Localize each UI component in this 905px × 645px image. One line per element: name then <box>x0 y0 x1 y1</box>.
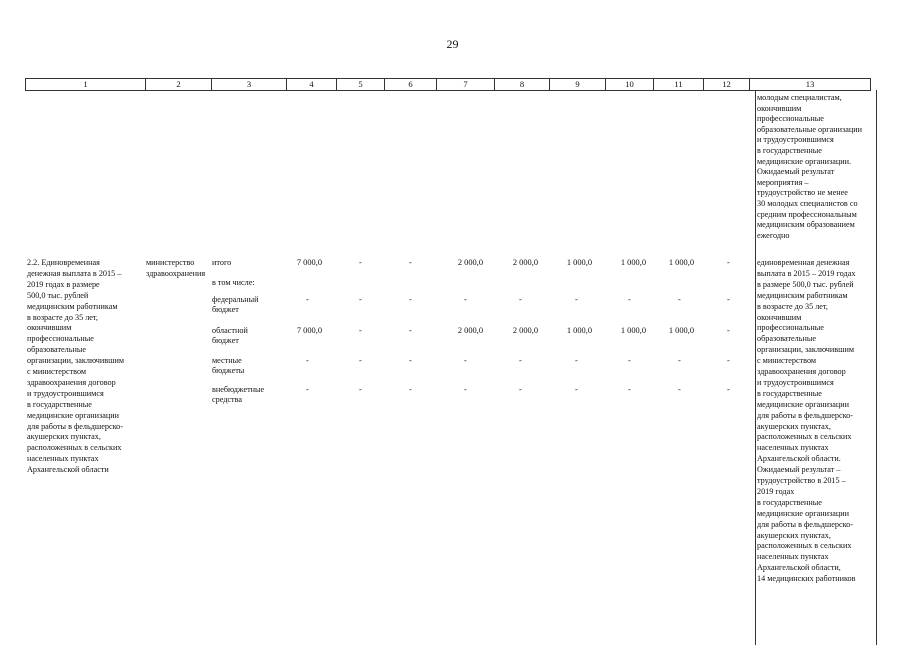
text-line: населенных пунктах <box>757 552 829 562</box>
funding-value: - <box>575 295 578 304</box>
text-line: расположенных в сельских <box>757 432 852 442</box>
header-col-12: 12 <box>704 79 750 91</box>
text-line: расположенных в сельских <box>757 541 852 551</box>
funding-value: - <box>678 356 681 365</box>
funding-value: - <box>519 385 522 394</box>
text-line: акушерских пунктах, <box>757 530 831 540</box>
text-line: организации, заключившим <box>27 356 125 366</box>
text-line: образовательные <box>757 334 816 344</box>
text-line: медицинским работникам <box>757 290 848 300</box>
text-line: профессиональные <box>757 323 824 333</box>
funding-source-label: бюджет <box>212 336 239 346</box>
header-col-2: 2 <box>146 79 212 91</box>
text-line: для работы в фельдшерско- <box>27 421 123 431</box>
page-number: 29 <box>446 37 459 51</box>
funding-value: - <box>727 356 730 365</box>
funding-source-label: итого <box>212 258 232 267</box>
funding-value: - <box>727 295 730 304</box>
funding-value: - <box>306 356 309 365</box>
text-line: образовательные организации <box>757 124 862 134</box>
funding-value: - <box>678 295 681 304</box>
text-line: здравоохранения договор <box>757 367 846 376</box>
column-header-table <box>25 78 871 91</box>
text-line: и трудоустроившимся <box>27 388 104 398</box>
header-col-13: 13 <box>750 79 871 91</box>
funding-value: - <box>306 385 309 394</box>
text-line: образовательные <box>27 345 86 355</box>
funding-value: 2 000,0 <box>457 258 483 267</box>
text-line: здравоохранения договор <box>27 377 116 387</box>
text-line: расположенных в сельских <box>27 443 122 453</box>
text-line: в размере 500,0 тыс. рублей <box>757 279 854 289</box>
funding-value: - <box>359 295 362 304</box>
text-line: и трудоустроившимся <box>757 135 834 145</box>
text-line: 2019 годах в размере <box>27 279 100 289</box>
funding-value: - <box>727 326 730 335</box>
text-line: медицинским образованием <box>757 220 855 230</box>
text-line: населенных пунктах <box>757 443 829 453</box>
funding-value: - <box>727 385 730 394</box>
funding-value: - <box>306 295 309 304</box>
text-line: окончившим <box>757 312 802 322</box>
text-line: в возрасте до 35 лет, <box>27 312 98 322</box>
text-line: в государственные <box>27 399 92 409</box>
funding-value: - <box>628 356 631 365</box>
text-line: ежегодно <box>757 230 790 240</box>
text-line: 500,0 тыс. рублей <box>27 290 89 300</box>
text-line: выплата в 2015 – 2019 годах <box>757 268 856 278</box>
text-line: медицинские организации. <box>757 156 852 166</box>
text-line: организации, заключившим <box>757 345 855 355</box>
funding-value: - <box>409 385 412 394</box>
text-line: трудоустройство не менее <box>757 188 848 198</box>
text-line: медицинские организации <box>757 508 850 518</box>
text-line: для работы в фельдшерско- <box>757 519 853 529</box>
funding-value: 2 000,0 <box>512 326 538 335</box>
funding-value: - <box>678 385 681 394</box>
funding-value: - <box>575 356 578 365</box>
funding-source-label: областной <box>212 326 248 335</box>
funding-value: - <box>727 258 730 267</box>
funding-source-label: бюджеты <box>212 366 245 376</box>
header-col-9: 9 <box>550 79 606 91</box>
header-col-10: 10 <box>606 79 654 91</box>
funding-value: 1 000,0 <box>668 326 694 335</box>
column-13-left-border <box>755 90 756 645</box>
funding-value: - <box>409 326 412 335</box>
header-col-3: 3 <box>212 79 287 91</box>
funding-source-label: федеральный <box>212 295 259 304</box>
column-13-right-border <box>876 90 877 645</box>
text-line: окончившим <box>27 323 72 333</box>
text-line: акушерских пунктах, <box>757 421 831 431</box>
header-col-8: 8 <box>495 79 550 91</box>
funding-value: - <box>575 385 578 394</box>
text-line: с министерством <box>27 367 87 376</box>
text-line: с министерством <box>757 356 817 366</box>
text-line: трудоустройство в 2015 – <box>757 476 846 485</box>
funding-value: 7 000,0 <box>296 258 322 267</box>
text-line: 30 молодых специалистов со <box>757 199 858 208</box>
text-line: населенных пунктах <box>27 454 99 464</box>
funding-value: 1 000,0 <box>668 258 694 267</box>
text-line: Архангельской области. <box>757 454 841 464</box>
text-line: медицинские организации <box>27 410 120 420</box>
funding-source-label: бюджет <box>212 305 239 315</box>
funding-value: - <box>409 295 412 304</box>
text-line: денежная выплата в 2015 – <box>27 268 122 278</box>
text-line: 14 медицинских работников <box>757 574 856 584</box>
funding-value: - <box>464 385 467 394</box>
text-line: медицинским работникам <box>27 301 118 311</box>
header-col-4: 4 <box>287 79 337 91</box>
funding-value: - <box>628 295 631 304</box>
funding-value: 1 000,0 <box>566 326 592 335</box>
funding-value: 2 000,0 <box>512 258 538 267</box>
text-line: и трудоустроившимся <box>757 377 834 387</box>
text-line: в государственные <box>757 497 822 507</box>
funding-source-label: внебюджетные <box>212 385 265 394</box>
header-col-5: 5 <box>337 79 385 91</box>
funding-source-label: местные <box>212 356 242 365</box>
funding-value: 1 000,0 <box>566 258 592 267</box>
funding-value: - <box>409 356 412 365</box>
text-line: Ожидаемый результат – <box>757 465 841 475</box>
funding-value: - <box>464 295 467 304</box>
funding-value: 1 000,0 <box>620 326 646 335</box>
text-line: окончившим <box>757 103 802 113</box>
text-line: 2019 годах <box>757 486 795 496</box>
text-line: медицинские организации <box>757 399 850 409</box>
text-line: министерство <box>146 258 195 267</box>
funding-value: - <box>464 356 467 365</box>
funding-value: - <box>359 326 362 335</box>
text-line: Ожидаемый результат <box>757 167 835 177</box>
text-line: в государственные <box>757 388 822 398</box>
funding-value: 2 000,0 <box>457 326 483 335</box>
text-line: акушерских пунктах, <box>27 432 101 442</box>
funding-value: - <box>359 356 362 365</box>
header-col-11: 11 <box>654 79 704 91</box>
text-line: в возрасте до 35 лет, <box>757 301 828 311</box>
text-line: 2.2. Единовременная <box>27 258 100 267</box>
text-line: здравоохранения <box>146 268 206 278</box>
funding-value: 7 000,0 <box>296 326 322 335</box>
text-line: молодым специалистам, <box>757 93 842 102</box>
header-row <box>26 79 871 91</box>
text-line: профессиональные <box>757 114 824 124</box>
text-line: для работы в фельдшерско- <box>757 410 853 420</box>
funding-value: - <box>519 356 522 365</box>
text-line: профессиональные <box>27 334 94 344</box>
funding-value: - <box>628 385 631 394</box>
text-line: средним профессиональным <box>757 209 857 219</box>
funding-source-label: средства <box>212 395 243 405</box>
header-col-7: 7 <box>437 79 495 91</box>
text-line: Архангельской области <box>27 465 109 475</box>
header-col-6: 6 <box>385 79 437 91</box>
funding-value: - <box>359 258 362 267</box>
text-line: Архангельской области, <box>757 563 841 573</box>
funding-value: - <box>409 258 412 267</box>
funding-value: 1 000,0 <box>620 258 646 267</box>
funding-value: - <box>519 295 522 304</box>
funding-value: - <box>359 385 362 394</box>
text-line: в государственные <box>757 146 822 155</box>
text-line: единовременная денежная <box>757 258 850 267</box>
funding-source-label: в том числе: <box>212 278 255 287</box>
header-col-1: 1 <box>26 79 146 91</box>
text-line: мероприятия – <box>757 177 809 187</box>
